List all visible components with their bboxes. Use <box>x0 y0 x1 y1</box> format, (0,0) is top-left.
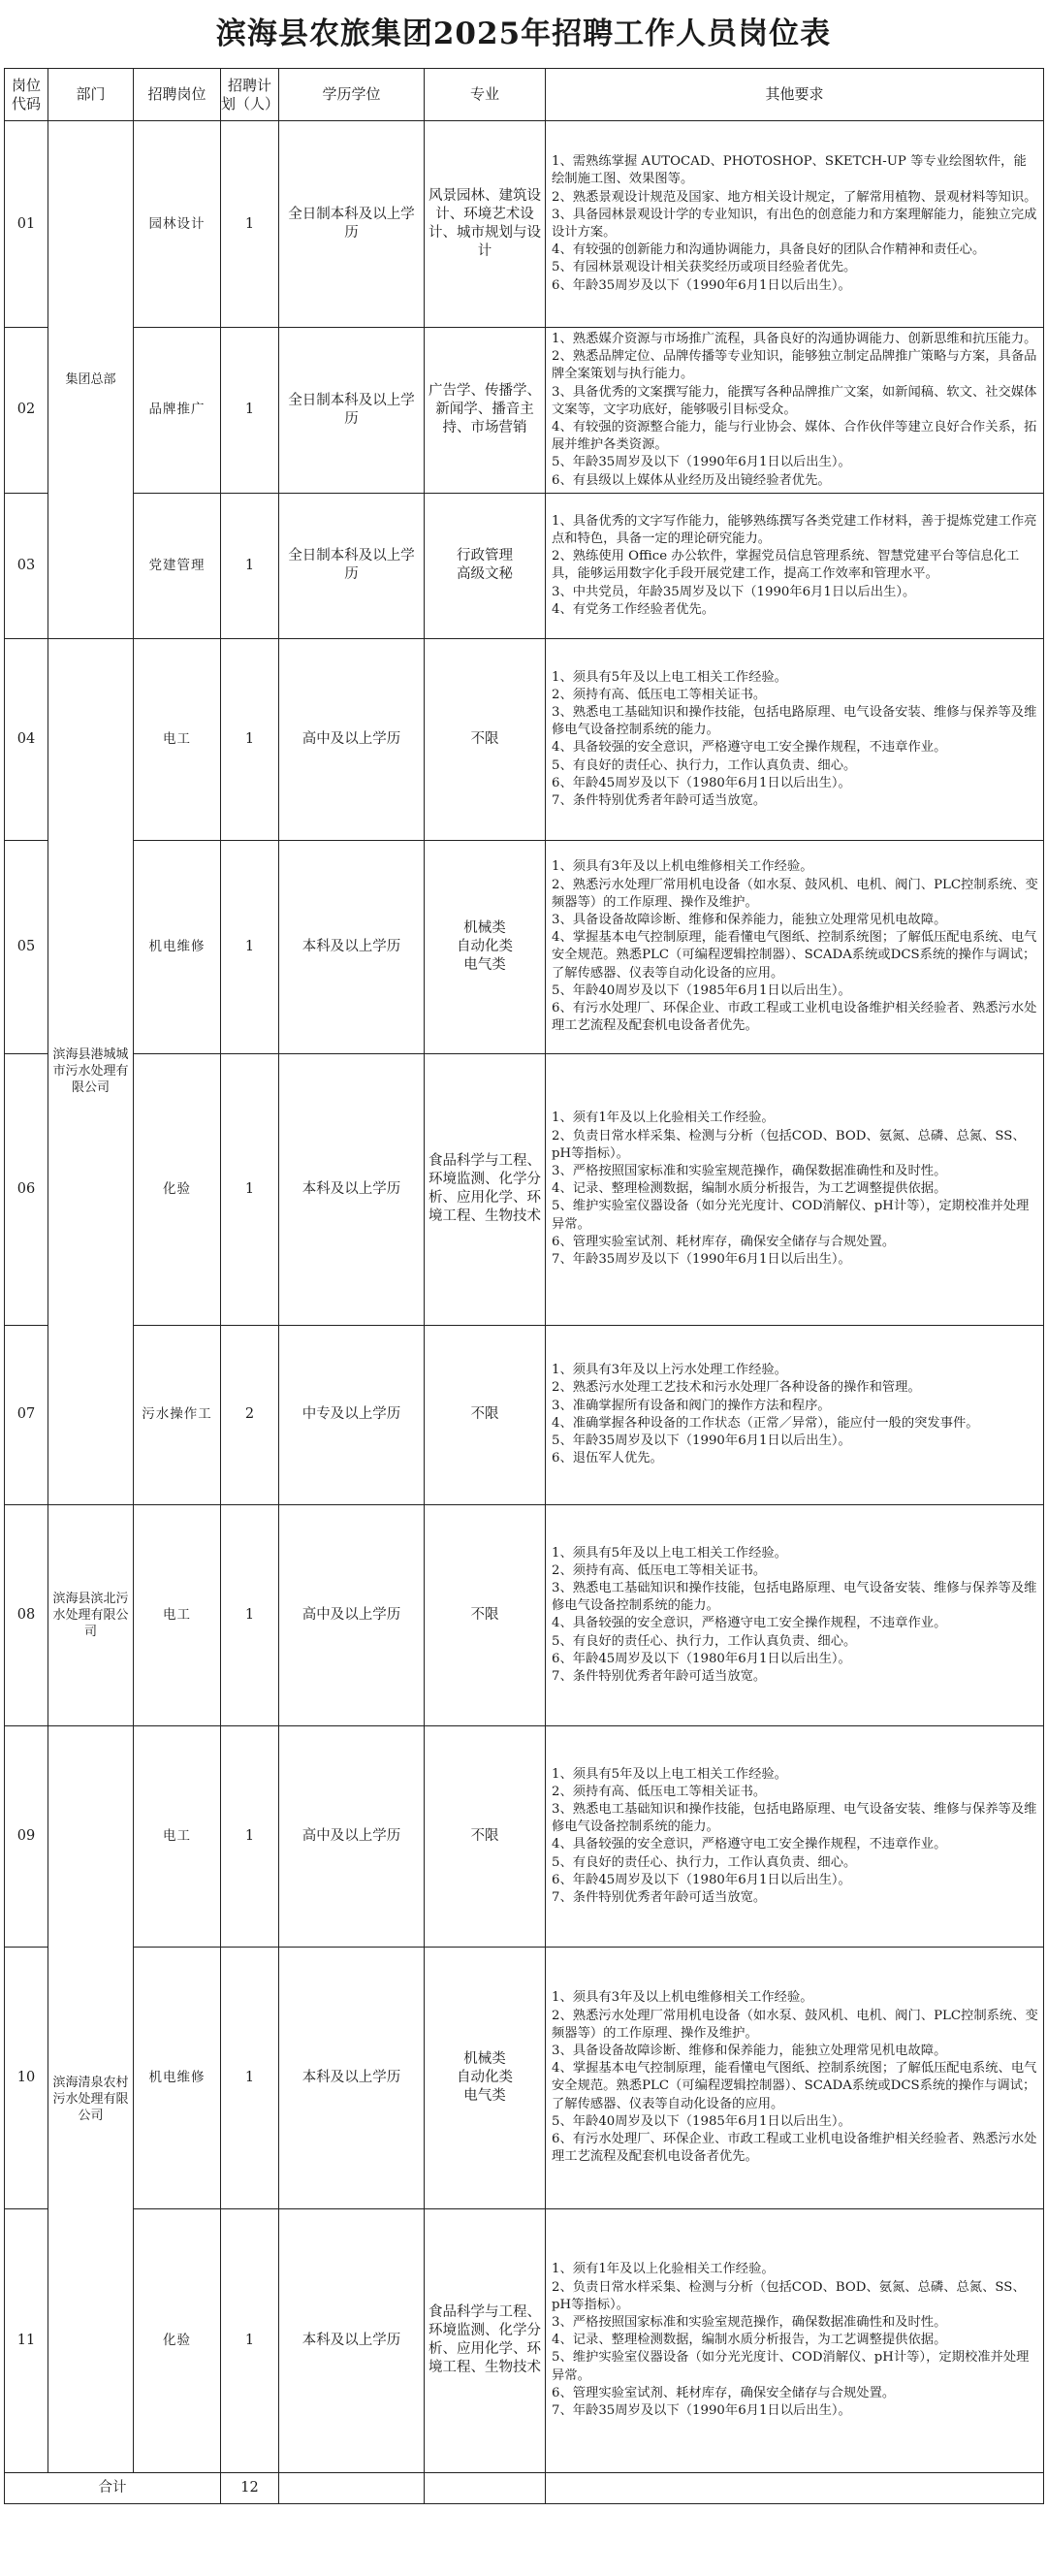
job-title: 电工 <box>134 1725 221 1947</box>
page-title: 滨海县农旅集团2025年招聘工作人员岗位表 <box>215 16 832 51</box>
requirement-item: 3、具备园林景观设计学的专业知识，有出色的创意能力和方案理解能力，能独立完成设计方案。 <box>552 207 1037 240</box>
major <box>425 1947 546 2208</box>
requirements <box>546 328 1044 494</box>
hire-count: 1 <box>221 1947 279 2208</box>
requirement-item: 3、熟悉电工基础知识和操作技能，包括电路原理、电气设备安装、维修与保养等及维修电气设备控制系统的能力。 <box>552 1801 1037 1835</box>
requirement-item: 4、掌握基本电气控制原理，能看懂电气图纸、控制系统图；了解低压配电系统、电气安全规范。熟悉PLC（可编程逻辑控制器）、SCADA系统或DCS系统的操作与调试；了解传感器、仪表等自动化设备的应用。 <box>552 2061 1037 2111</box>
major <box>425 1325 546 1504</box>
header-edu: 学历学位 <box>279 69 425 121</box>
requirement-item: 1、须具有3年及以上机电维修相关工作经验。 <box>552 1990 813 2006</box>
job-code: 08 <box>5 1504 48 1725</box>
hire-count: 2 <box>221 1325 279 1504</box>
requirement-item: 1、须有1年及以上化验相关工作经验。 <box>552 2262 775 2277</box>
requirement-item: 1、须具有3年及以上污水处理工作经验。 <box>552 1363 787 1378</box>
requirement-item: 5、年龄40周岁及以下（1985年6月1日以后出生）。 <box>552 982 851 998</box>
requirement-item: 6、有污水处理厂、环保企业、市政工程或工业机电设备维护相关经验者、熟悉污水处理工艺流程及配套机电设备者优先。 <box>552 1000 1037 1034</box>
table-row <box>5 1725 1044 1947</box>
major <box>425 1053 546 1325</box>
education: 中专及以上学历 <box>279 1325 425 1504</box>
hire-count: 1 <box>221 638 279 840</box>
requirement-item: 5、年龄35周岁及以下（1990年6月1日以后出生）。 <box>552 455 851 470</box>
education: 本科及以上学历 <box>279 840 425 1053</box>
major <box>425 1504 546 1725</box>
major <box>425 2208 546 2472</box>
department: 滨海清泉农村污水处理有限公司 <box>48 1725 134 2472</box>
requirement-item: 2、熟悉品牌定位、品牌传播等专业知识，能够独立制定品牌推广策略与方案，具备品牌全案策划与执行能力。 <box>552 349 1037 382</box>
requirement-item: 3、具备优秀的文案撰写能力，能撰写各种品牌推广文案，如新闻稿、软文、社交媒体文案等，文字功底好，能够吸引目标受众。 <box>552 384 1037 417</box>
major-line: 不限 <box>470 1406 499 1423</box>
major <box>425 840 546 1053</box>
major <box>425 328 546 494</box>
major-line: 食品科学与工程、环境监测、化学分析、应用化学、环境工程、生物技术 <box>428 2304 541 2376</box>
hire-count: 1 <box>221 493 279 638</box>
major <box>425 1725 546 1947</box>
education: 全日制本科及以上学历 <box>279 493 425 638</box>
requirement-item: 4、记录、整理检测数据，编制水质分析报告，为工艺调整提供依据。 <box>552 2333 947 2348</box>
header-dept: 部门 <box>48 69 134 121</box>
job-title: 机电维修 <box>134 840 221 1053</box>
requirement-item: 5、有良好的责任心、执行力，工作认真负责、细心。 <box>552 1854 857 1870</box>
requirement-item: 3、熟悉电工基础知识和操作技能，包括电路原理、电气设备安装、维修与保养等及维修电气设备控制系统的能力。 <box>552 1580 1037 1614</box>
requirements <box>546 2208 1044 2472</box>
requirement-item: 5、有园林景观设计相关获奖经历或项目经验者优先。 <box>552 260 857 275</box>
job-title: 品牌推广 <box>134 328 221 494</box>
requirements <box>546 1725 1044 1947</box>
requirement-item: 4、记录、整理检测数据，编制水质分析报告，为工艺调整提供依据。 <box>552 1181 947 1197</box>
requirement-item: 6、年龄45周岁及以下（1980年6月1日以后出生）。 <box>552 775 851 790</box>
requirement-item: 6、有县级以上媒体从业经历及出镜经验者优先。 <box>552 472 831 488</box>
job-code: 11 <box>5 2208 48 2472</box>
major-line: 行政管理 <box>457 548 513 564</box>
requirements <box>546 1504 1044 1725</box>
requirement-item: 7、条件特别优秀者年龄可适当放宽。 <box>552 1668 767 1684</box>
requirement-item: 2、熟悉污水处理工艺技术和污水处理厂各种设备的操作和管理。 <box>552 1380 921 1396</box>
requirement-item: 4、掌握基本电气控制原理，能看懂电气图纸、控制系统图；了解低压配电系统、电气安全规范。熟悉PLC（可编程逻辑控制器）、SCADA系统或DCS系统的操作与调试；了解传感器、仪表等自动化设备的应用。 <box>552 930 1037 981</box>
header-code: 岗位代码 <box>5 69 48 121</box>
major <box>425 493 546 638</box>
major-line: 机械类 <box>463 2050 506 2067</box>
requirement-item: 2、负责日常水样采集、检测与分析（包括COD、BOD、氨氮、总磷、总氮、SS、pH等指标）。 <box>552 1128 1026 1161</box>
requirement-item: 3、熟悉电工基础知识和操作技能，包括电路原理、电气设备安装、维修与保养等及维修电气设备控制系统的能力。 <box>552 704 1037 738</box>
requirement-item: 7、条件特别优秀者年龄可适当放宽。 <box>552 792 767 808</box>
requirement-item: 4、准确掌握各种设备的工作状态（正常／异常），能应付一般的突发事件。 <box>552 1415 979 1431</box>
job-title: 机电维修 <box>134 1947 221 2208</box>
requirement-item: 3、严格按照国家标准和实验室规范操作，确保数据准确性和及时性。 <box>552 1164 947 1179</box>
major-line: 机械类 <box>463 919 506 936</box>
job-code: 05 <box>5 840 48 1053</box>
job-code: 09 <box>5 1725 48 1947</box>
requirement-item: 3、严格按照国家标准和实验室规范操作，确保数据准确性和及时性。 <box>552 2315 947 2331</box>
job-code: 04 <box>5 638 48 840</box>
header-row <box>5 69 1044 121</box>
table-row <box>5 1053 1044 1325</box>
header-req: 其他要求 <box>546 69 1044 121</box>
education: 全日制本科及以上学历 <box>279 328 425 494</box>
requirement-item: 7、年龄35周岁及以下（1990年6月1日以后出生）。 <box>552 1252 851 1268</box>
requirement-item: 1、须具有5年及以上电工相关工作经验。 <box>552 669 787 685</box>
major <box>425 121 546 328</box>
requirement-item: 5、有良好的责任心、执行力，工作认真负责、细心。 <box>552 1633 857 1649</box>
requirement-item: 4、有党务工作经验者优先。 <box>552 601 715 617</box>
major-line: 不限 <box>470 1606 499 1623</box>
requirements <box>546 1947 1044 2208</box>
education: 本科及以上学历 <box>279 1947 425 2208</box>
requirement-item: 6、有污水处理厂、环保企业、市政工程或工业机电设备维护相关经验者、熟悉污水处理工艺流程及配套机电设备者优先。 <box>552 2131 1037 2165</box>
major-line: 高级文秘 <box>457 566 513 583</box>
requirement-item: 6、年龄45周岁及以下（1980年6月1日以后出生）。 <box>552 1651 851 1666</box>
requirement-item: 1、熟悉媒介资源与市场推广流程，具备良好的沟通协调能力、创新思维和抗压能力。 <box>552 332 1037 346</box>
requirement-item: 7、年龄35周岁及以下（1990年6月1日以后出生）。 <box>552 2403 851 2419</box>
requirement-item: 5、年龄35周岁及以下（1990年6月1日以后出生）。 <box>552 1433 851 1449</box>
requirement-item: 3、中共党员，年龄35周岁及以下（1990年6月1日以后出生）。 <box>552 584 916 599</box>
hire-count: 1 <box>221 328 279 494</box>
requirement-item: 3、准确掌握所有设备和阀门的操作方法和程序。 <box>552 1398 831 1413</box>
major-line: 不限 <box>470 730 499 747</box>
total-empty-major <box>425 2472 546 2503</box>
total-value: 12 <box>221 2472 279 2503</box>
hire-count: 1 <box>221 840 279 1053</box>
requirement-item: 4、有较强的创新能力和沟通协调能力，具备良好的团队合作精神和责任心。 <box>552 242 986 258</box>
requirement-item: 6、管理实验室试剂、耗材库存，确保安全储存与合规处置。 <box>552 2385 896 2400</box>
requirement-item: 3、具备设备故障诊断、维修和保养能力，能独立处理常见机电故障。 <box>552 912 947 927</box>
job-title: 化验 <box>134 2208 221 2472</box>
requirements <box>546 493 1044 638</box>
requirement-item: 4、具备较强的安全意识，严格遵守电工安全操作规程，不违章作业。 <box>552 740 947 756</box>
requirements <box>546 1053 1044 1325</box>
requirement-item: 2、负责日常水样采集、检测与分析（包括COD、BOD、氨氮、总磷、总氮、SS、pH等指标）。 <box>552 2279 1026 2312</box>
job-code: 01 <box>5 121 48 328</box>
requirement-item: 4、具备较强的安全意识，严格遵守电工安全操作规程，不违章作业。 <box>552 1616 947 1631</box>
requirement-item: 2、熟练使用 Office 办公软件，掌握党员信息管理系统、智慧党建平台等信息化工具，能够运用数字化手段开展党建工作，提高工作效率和管理水平。 <box>552 549 1020 582</box>
requirements <box>546 1325 1044 1504</box>
job-code: 02 <box>5 328 48 494</box>
hire-count: 1 <box>221 1725 279 1947</box>
table-row <box>5 2208 1044 2472</box>
major-line: 电气类 <box>463 2087 506 2104</box>
total-label: 合计 <box>5 2472 221 2503</box>
major-line: 自动化类 <box>457 2069 513 2085</box>
requirement-item: 5、有良好的责任心、执行力，工作认真负责、细心。 <box>552 757 857 773</box>
major-line: 自动化类 <box>457 938 513 954</box>
requirement-item: 6、年龄35周岁及以下（1990年6月1日以后出生）。 <box>552 277 851 293</box>
requirement-item: 1、须具有3年及以上机电维修相关工作经验。 <box>552 859 813 875</box>
header-major: 专业 <box>425 69 546 121</box>
job-title: 电工 <box>134 1504 221 1725</box>
table-row <box>5 1504 1044 1725</box>
job-title: 污水操作工 <box>134 1325 221 1504</box>
job-code: 07 <box>5 1325 48 1504</box>
hire-count: 1 <box>221 121 279 328</box>
requirement-item: 4、有较强的资源整合能力，能与行业协会、媒体、合作伙伴等建立良好合作关系，拓展并维护各类资源。 <box>552 420 1037 453</box>
education: 高中及以上学历 <box>279 1725 425 1947</box>
requirement-item: 2、熟悉污水处理厂常用机电设备（如水泵、鼓风机、电机、阀门、PLC控制系统、变频器等）的工作原理、操作及维护。 <box>552 877 1038 910</box>
table-row <box>5 493 1044 638</box>
table-row <box>5 1947 1044 2208</box>
major-line: 电气类 <box>463 956 506 973</box>
total-empty-edu <box>279 2472 425 2503</box>
requirement-item: 6、退伍军人优先。 <box>552 1451 663 1466</box>
requirement-item: 5、维护实验室仪器设备（如分光光度计、COD消解仪、pH计等），定期校准并处理异常。 <box>552 2350 1030 2383</box>
job-code: 10 <box>5 1947 48 2208</box>
table-row <box>5 121 1044 328</box>
requirement-item: 1、须有1年及以上化验相关工作经验。 <box>552 1111 775 1126</box>
requirement-item: 1、须具有5年及以上电工相关工作经验。 <box>552 1766 787 1782</box>
department: 滨海县滨北污水处理有限公司 <box>48 1504 134 1725</box>
requirement-item: 2、须持有高、低压电工等相关证书。 <box>552 1784 767 1799</box>
hire-count: 1 <box>221 1504 279 1725</box>
job-code: 06 <box>5 1053 48 1325</box>
table-row <box>5 328 1044 494</box>
requirement-item: 2、须持有高、低压电工等相关证书。 <box>552 1562 767 1578</box>
requirement-item: 5、年龄40周岁及以下（1985年6月1日以后出生）。 <box>552 2113 851 2129</box>
requirement-item: 2、须持有高、低压电工等相关证书。 <box>552 687 767 702</box>
recruitment-table <box>4 68 1044 2504</box>
job-title: 电工 <box>134 638 221 840</box>
table-row <box>5 840 1044 1053</box>
requirement-item: 2、熟悉景观设计规范及国家、地方相关设计规定，了解常用植物、景观材料等知识。 <box>552 189 1037 205</box>
table-row <box>5 638 1044 840</box>
department: 集团总部 <box>48 121 134 639</box>
requirement-item: 4、具备较强的安全意识，严格遵守电工安全操作规程，不违章作业。 <box>552 1837 947 1852</box>
requirement-item: 5、维护实验室仪器设备（如分光光度计、COD消解仪、pH计等），定期校准并处理异常。 <box>552 1199 1030 1232</box>
major-line: 不限 <box>470 1827 499 1844</box>
major-line: 风景园林、建筑设计、环境艺术设计、城市规划与设计 <box>428 188 541 259</box>
job-code: 03 <box>5 493 48 638</box>
education: 本科及以上学历 <box>279 1053 425 1325</box>
job-title: 园林设计 <box>134 121 221 328</box>
total-empty-req <box>546 2472 1044 2503</box>
job-title: 党建管理 <box>134 493 221 638</box>
education: 高中及以上学历 <box>279 1504 425 1725</box>
major <box>425 638 546 840</box>
requirements <box>546 121 1044 328</box>
requirement-item: 1、需熟练掌握 AUTOCAD、PHOTOSHOP、SKETCH-UP 等专业绘图软件，能绘制施工图、效果图等。 <box>552 154 1027 187</box>
header-plan: 招聘计划（人） <box>221 69 279 121</box>
header-post: 招聘岗位 <box>134 69 221 121</box>
hire-count: 1 <box>221 2208 279 2472</box>
requirement-item: 6、年龄45周岁及以下（1980年6月1日以后出生）。 <box>552 1872 851 1887</box>
department: 滨海县港城城市污水处理有限公司 <box>48 638 134 1504</box>
requirement-item: 7、条件特别优秀者年龄可适当放宽。 <box>552 1889 767 1905</box>
total-row <box>5 2472 1044 2503</box>
table-row <box>5 1325 1044 1504</box>
major-line: 广告学、传播学、新闻学、播音主持、市场营销 <box>428 383 541 436</box>
requirement-item: 1、具备优秀的文字写作能力，能够熟练撰写各类党建工作材料，善于提炼党建工作亮点和特色，具备一定的理论研究能力。 <box>552 513 1037 546</box>
job-title: 化验 <box>134 1053 221 1325</box>
requirement-item: 2、熟悉污水处理厂常用机电设备（如水泵、鼓风机、电机、阀门、PLC控制系统、变频器等）的工作原理、操作及维护。 <box>552 2008 1038 2041</box>
requirements <box>546 638 1044 840</box>
hire-count: 1 <box>221 1053 279 1325</box>
requirement-item: 3、具备设备故障诊断、维修和保养能力，能独立处理常见机电故障。 <box>552 2043 947 2058</box>
requirements <box>546 840 1044 1053</box>
education: 全日制本科及以上学历 <box>279 121 425 328</box>
education: 本科及以上学历 <box>279 2208 425 2472</box>
requirement-item: 6、管理实验室试剂、耗材库存，确保安全储存与合规处置。 <box>552 1234 896 1249</box>
education: 高中及以上学历 <box>279 638 425 840</box>
requirement-item: 1、须具有5年及以上电工相关工作经验。 <box>552 1545 787 1561</box>
major-line: 食品科学与工程、环境监测、化学分析、应用化学、环境工程、生物技术 <box>428 1153 541 1225</box>
